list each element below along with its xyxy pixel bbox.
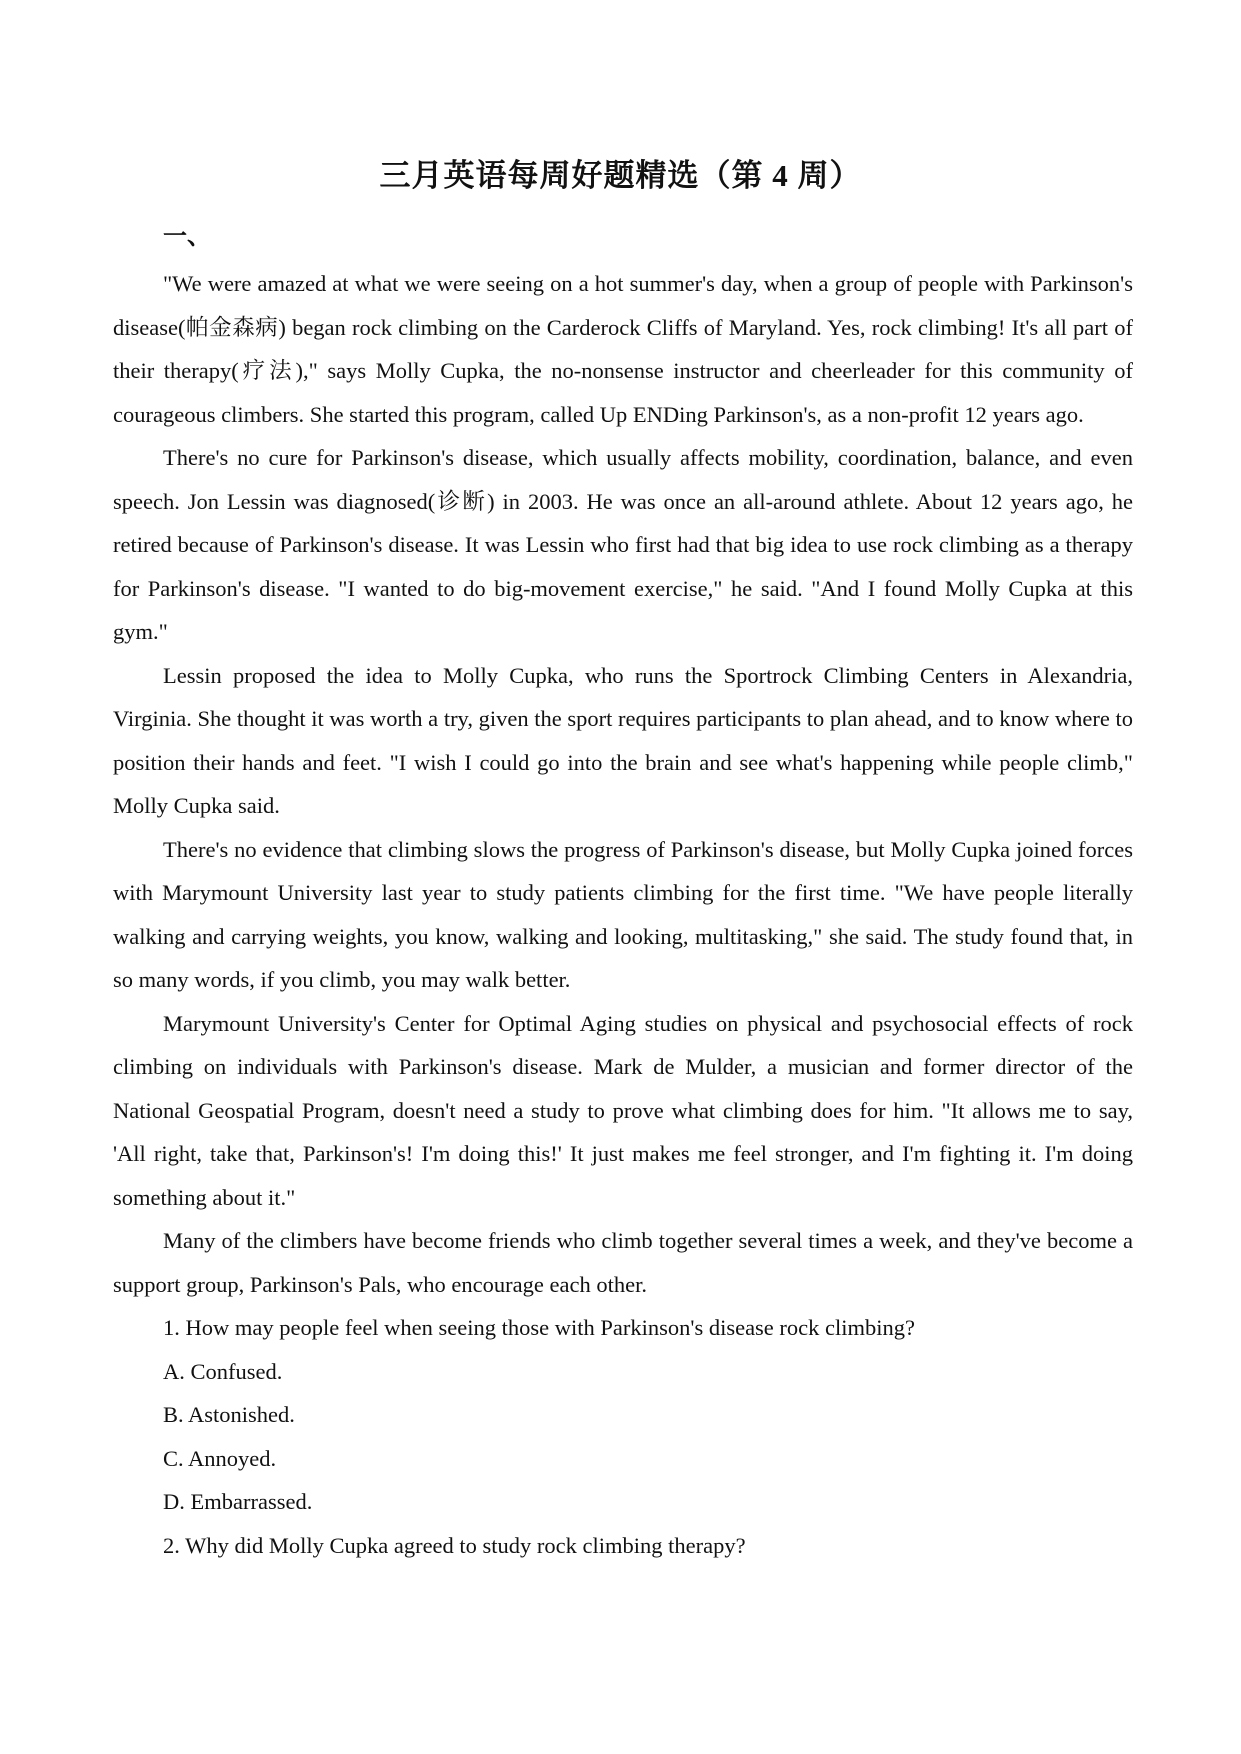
passage-paragraph: Lessin proposed the idea to Molly Cupka, who runs the Sportrock Climbing Centers in Alexandria, Virginia. She thought it was worth a try, given the sport requires participants to plan ahead, and to know where to position their hands and feet. "I wish I could go into the brain and see what's happening while people climb," Molly Cupka said. bbox=[113, 662, 1133, 818]
passage-paragraph: There's no evidence that climbing slows the progress of Parkinson's disease, but Molly Cupka joined forces with Marymount University last year to study patients climbing for the first time. "We have people literally walking and carrying weights, you know, walking and looking, multitasking," she said. The study found that, in so many words, if you climb, you may walk better. bbox=[113, 836, 1133, 992]
question-1-option-c: C. Annoyed. bbox=[163, 1445, 277, 1471]
section-number: 一、 bbox=[163, 224, 211, 250]
question-1-option-d: D. Embarrassed. bbox=[163, 1489, 313, 1514]
passage-paragraph: "We were amazed at what we were seeing on a hot summer's day, when a group of people with Parkinson's disease(帕金森病) began rock climbing on the Carderock Cliffs of Maryland. Yes, rock climbing! It's all part of their therapy(疗法)," says Molly Cupka, the no-nonsense instructor and cheerleader for this community of courageous climbers. She started this program, called Up ENDing Parkinson's, as a non-profit 12 years ago. bbox=[113, 271, 1133, 427]
question-2: 2. Why did Molly Cupka agreed to study rock climbing therapy? bbox=[163, 1532, 746, 1558]
passage-paragraph: Many of the climbers have become friends who climb together several times a week, and they've become a support group, Parkinson's Pals, who encourage each other. bbox=[113, 1228, 1133, 1297]
reading-body bbox=[113, 262, 1133, 1567]
question-1-option-a: A. Confused. bbox=[163, 1358, 283, 1384]
question-1: 1. How may people feel when seeing those with Parkinson's disease rock climbing? bbox=[163, 1315, 916, 1340]
passage-paragraph: There's no cure for Parkinson's disease, which usually affects mobility, coordination, balance, and even speech. Jon Lessin was diagnosed(诊断) in 2003. He was once an all-around athlete. About 12 years ago, he retired because of Parkinson's disease. It was Lessin who first had that big idea to use rock climbing as a therapy for Parkinson's disease. "I wanted to do big-movement exercise," he said. "And I found Molly Cupka at this gym." bbox=[113, 445, 1133, 644]
page-title: 三月英语每周好题精选（第 4 周） bbox=[379, 158, 862, 193]
passage-paragraph: Marymount University's Center for Optimal Aging studies on physical and psychosocial effects of rock climbing on individuals with Parkinson's disease. Mark de Mulder, a musician and former director of the National Geospatial Program, doesn't need a study to prove what climbing does for him. "It allows me to say, 'All right, take that, Parkinson's! I'm doing this!' It just makes me feel stronger, and I'm fighting it. I'm doing something about it." bbox=[113, 1010, 1133, 1210]
question-1-option-b: B. Astonished. bbox=[163, 1402, 295, 1427]
